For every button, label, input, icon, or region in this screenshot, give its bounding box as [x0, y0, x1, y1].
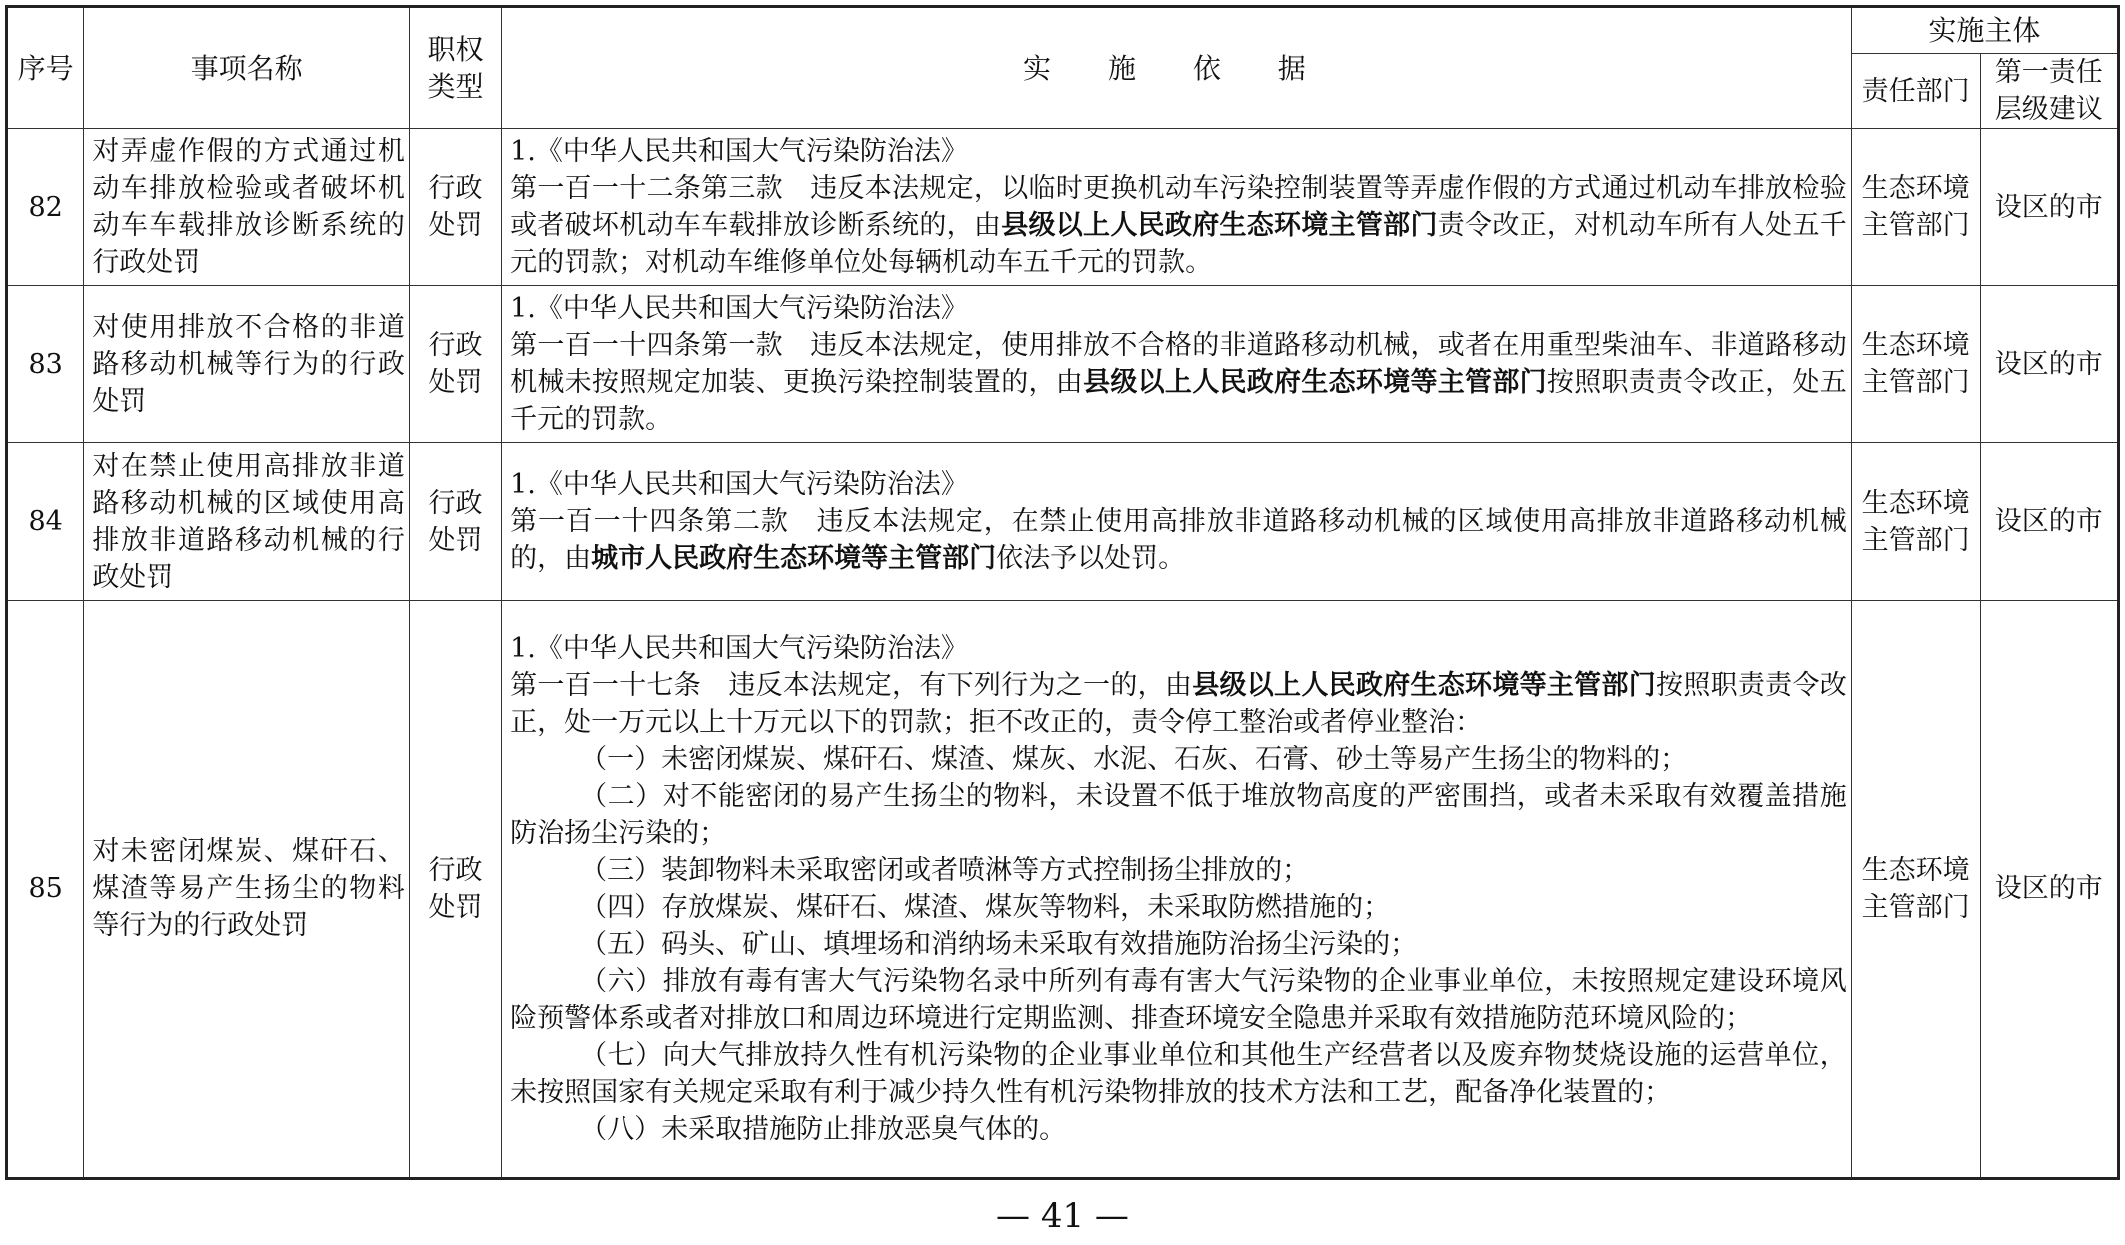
document-page: [5, 5, 2120, 1180]
row-item-name: 对弄虚作假的方式通过机动车排放检验或者破坏机动车车载排放诊断系统的行政处罚: [84, 129, 410, 286]
row-basis: [502, 286, 1852, 443]
basis-clause-item: （七）向大气排放持久性有机污染物的企业事业单位和其他生产经营者以及废弃物焚烧设施的运营单位，未按照国家有关规定采取有利于减少持久性有机污染物排放的技术方法和工艺，配备净化装置的；: [510, 1039, 1847, 1108]
page-number: — 41 —: [996, 1196, 1129, 1236]
row-dept: [1851, 286, 1980, 443]
basis-article: [510, 170, 1847, 281]
basis-clause-item: （六）排放有毒有害大气污染物名录中所列有毒有害大气污染物的企业事业单位，未按照规定建设环境风险预警体系或者对排放口和周边环境进行定期监测、排查环境安全隐患并采取有效措施防范环境风险的；: [510, 965, 1847, 1034]
law-title: 1.《中华人民共和国大气污染防治法》: [510, 632, 968, 664]
row-dept: [1851, 600, 1980, 1178]
header-basis: 实 施 依 据: [502, 7, 1852, 129]
responsible-authority: 城市人民政府生态环境等主管部门: [591, 543, 997, 575]
row-dept: [1851, 129, 1980, 286]
row-level: 设区的市: [1980, 286, 2118, 443]
row-power-type: [409, 600, 501, 1178]
basis-article: [510, 503, 1847, 577]
row-dept-label: 生态环境主管部门: [1861, 487, 1970, 556]
basis-text: 按照职责责令改正，处五千元的罚款。: [510, 367, 1847, 436]
header-item-name: 事项名称: [84, 7, 410, 129]
row-level: 设区的市: [1980, 443, 2118, 600]
table-row: [7, 129, 2119, 286]
row-level: 设区的市: [1980, 600, 2118, 1178]
row-item-name: 对在禁止使用高排放非道路移动机械的区域使用高排放非道路移动机械的行政处罚: [84, 443, 410, 600]
row-item-name: 对未密闭煤炭、煤矸石、煤渣等易产生扬尘的物料等行为的行政处罚: [84, 600, 410, 1178]
header-power-type-label: 职权类型: [427, 33, 484, 103]
row-power-type-label: 行政处罚: [428, 330, 483, 399]
table-row: [7, 286, 2119, 443]
law-title: 1.《中华人民共和国大气污染防治法》: [510, 293, 968, 325]
basis-clause-item: （三）装卸物料未采取密闭或者喷淋等方式控制扬尘排放的；: [580, 854, 1310, 886]
basis-text: 依法予以处罚。: [996, 543, 1186, 575]
row-seq: 82: [7, 129, 84, 286]
row-power-type: [409, 286, 501, 443]
table-row: [7, 443, 2119, 600]
row-dept: [1851, 443, 1980, 600]
basis-clause-item: （一）未密闭煤炭、煤矸石、煤渣、煤灰、水泥、石灰、石膏、砂土等易产生扬尘的物料的；: [580, 743, 1688, 775]
basis-text: 第一百一十四条第二款 违反本法规定，在禁止使用高排放非道路移动机械的区域使用高排放非道路移动机械的，由: [510, 506, 1847, 575]
basis-text: 责令改正，对机动车所有人处五千元的罚款；对机动车维修单位处每辆机动车五千元的罚款。: [510, 210, 1847, 279]
row-basis: [502, 129, 1852, 286]
row-power-type-label: 行政处罚: [428, 854, 483, 923]
table-header-row: [7, 7, 2119, 54]
row-basis: [502, 443, 1852, 600]
responsible-authority: 县级以上人民政府生态环境等主管部门: [1083, 367, 1547, 399]
header-level: 第一责任层级建议: [1980, 54, 2118, 129]
row-dept-label: 生态环境主管部门: [1861, 330, 1970, 399]
basis-text: 第一百一十二条第三款 违反本法规定，以临时更换机动车污染控制装置等弄虚作假的方式通过机动车排放检验或者破坏机动车车载排放诊断系统的，由: [510, 173, 1847, 242]
row-seq: 83: [7, 286, 84, 443]
basis-clause-item: （四）存放煤炭、煤矸石、煤渣、煤灰等物料，未采取防燃措施的；: [580, 891, 1391, 923]
responsible-authority: 县级以上人民政府生态环境等主管部门: [1192, 669, 1657, 701]
row-power-type: [409, 443, 501, 600]
header-seq: 序号: [7, 7, 84, 129]
row-power-type-label: 行政处罚: [428, 173, 483, 242]
header-dept: 责任部门: [1851, 54, 1980, 129]
basis-article: [510, 327, 1847, 438]
basis-text: 第一百一十七条 违反本法规定，有下列行为之一的，由: [510, 669, 1193, 701]
basis-text: 第一百一十四条第一款 违反本法规定，使用排放不合格的非道路移动机械，或者在用重型柴油车、非道路移动机械未按照规定加装、更换污染控制装置的，由: [510, 330, 1847, 399]
basis-text: 按照职责责令改正，处一万元以上十万元以下的罚款；拒不改正的，责令停工整治或者停业整治：: [510, 669, 1847, 738]
basis-clause-item: （五）码头、矿山、填埋场和消纳场未采取有效措施防治扬尘污染的；: [580, 928, 1418, 960]
header-subject: 实施主体: [1851, 7, 2118, 54]
enforcement-items-table: [5, 5, 2120, 1180]
row-seq: 84: [7, 443, 84, 600]
responsible-authority: 县级以上人民政府生态环境主管部门: [1001, 210, 1438, 242]
row-power-type: [409, 129, 501, 286]
row-basis: [502, 600, 1852, 1178]
row-power-type-label: 行政处罚: [428, 487, 483, 556]
basis-article: [510, 667, 1847, 741]
row-item-name: 对使用排放不合格的非道路移动机械等行为的行政处罚: [84, 286, 410, 443]
row-seq: 85: [7, 600, 84, 1178]
basis-clause-item: （八）未采取措施防止排放恶臭气体的。: [580, 1113, 1067, 1145]
row-level: 设区的市: [1980, 129, 2118, 286]
law-title: 1.《中华人民共和国大气污染防治法》: [510, 469, 968, 501]
row-dept-label: 生态环境主管部门: [1861, 854, 1970, 923]
row-dept-label: 生态环境主管部门: [1861, 173, 1970, 242]
header-power-type: [409, 7, 501, 129]
basis-clause-item: （二）对不能密闭的易产生扬尘的物料，未设置不低于堆放物高度的严密围挡，或者未采取有效覆盖措施防治扬尘污染的；: [510, 780, 1847, 849]
law-title: 1.《中华人民共和国大气污染防治法》: [510, 136, 968, 168]
table-row: [7, 600, 2119, 1178]
